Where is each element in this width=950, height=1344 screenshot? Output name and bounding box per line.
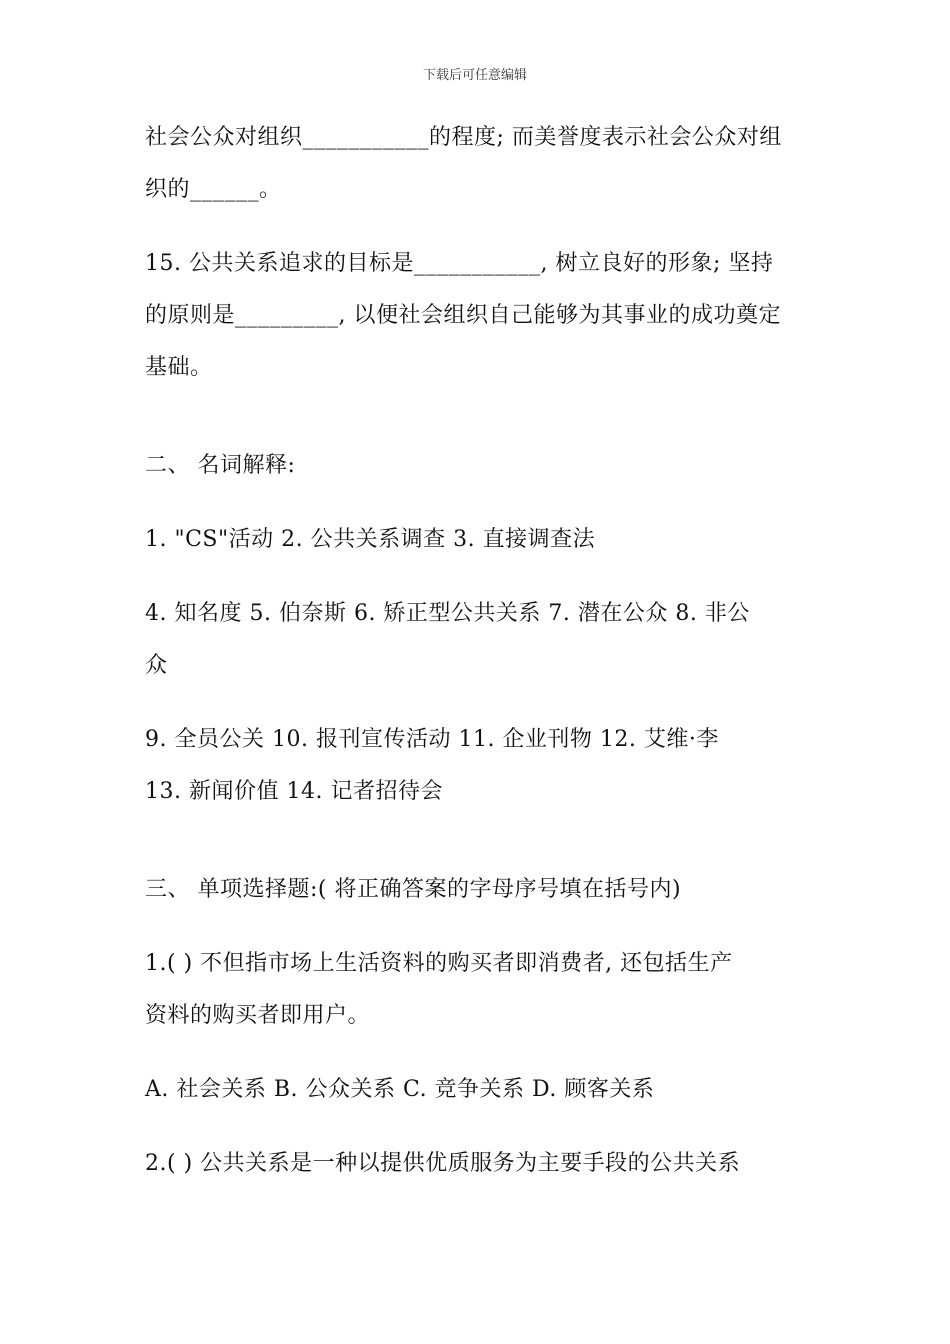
section-3-heading: 三、 单项选择题:( 将正确答案的字母序号填在括号内): [145, 877, 682, 902]
section-2-heading: 二、 名词解释:: [145, 453, 296, 478]
mc-question-1-line-2: 资料的购买者即用户。: [145, 1003, 371, 1028]
document-body: [145, 112, 810, 1190]
question-15-line-3: 基础。: [145, 355, 213, 380]
question-15-line-1: 15. 公共关系追求的目标是___________, 树立良好的形象; 坚持: [145, 251, 774, 276]
mc-question-1-options: A. 社会关系 B. 公众关系 C. 竞争关系 D. 顾客关系: [145, 1077, 655, 1102]
terms-line-5: 13. 新闻价值 14. 记者招待会: [145, 779, 443, 804]
mc-question-2-line-1: 2.( ) 公共关系是一种以提供优质服务为主要手段的公共关系: [145, 1151, 741, 1176]
question-15-line-2: 的原则是_________, 以便社会组织自己能够为其事业的成功奠定: [145, 303, 781, 328]
question-14-line-2: 织的______。: [145, 177, 282, 202]
terms-line-3: 众: [145, 653, 168, 678]
terms-line-2: 4. 知名度 5. 伯奈斯 6. 矫正型公共关系 7. 潜在公众 8. 非公: [145, 601, 750, 626]
mc-question-1-line-1: 1.( ) 不但指市场上生活资料的购买者即消费者, 还包括生产: [145, 951, 733, 976]
terms-line-4: 9. 全员公关 10. 报刊宣传活动 11. 企业刊物 12. 艾维·李: [145, 727, 719, 752]
page-header: 下载后可任意编辑: [422, 68, 527, 83]
terms-line-1: 1. "CS"活动 2. 公共关系调查 3. 直接调查法: [145, 527, 596, 552]
question-14-line-1: 社会公众对组织___________的程度; 而美誉度表示社会公众对组: [145, 125, 782, 150]
